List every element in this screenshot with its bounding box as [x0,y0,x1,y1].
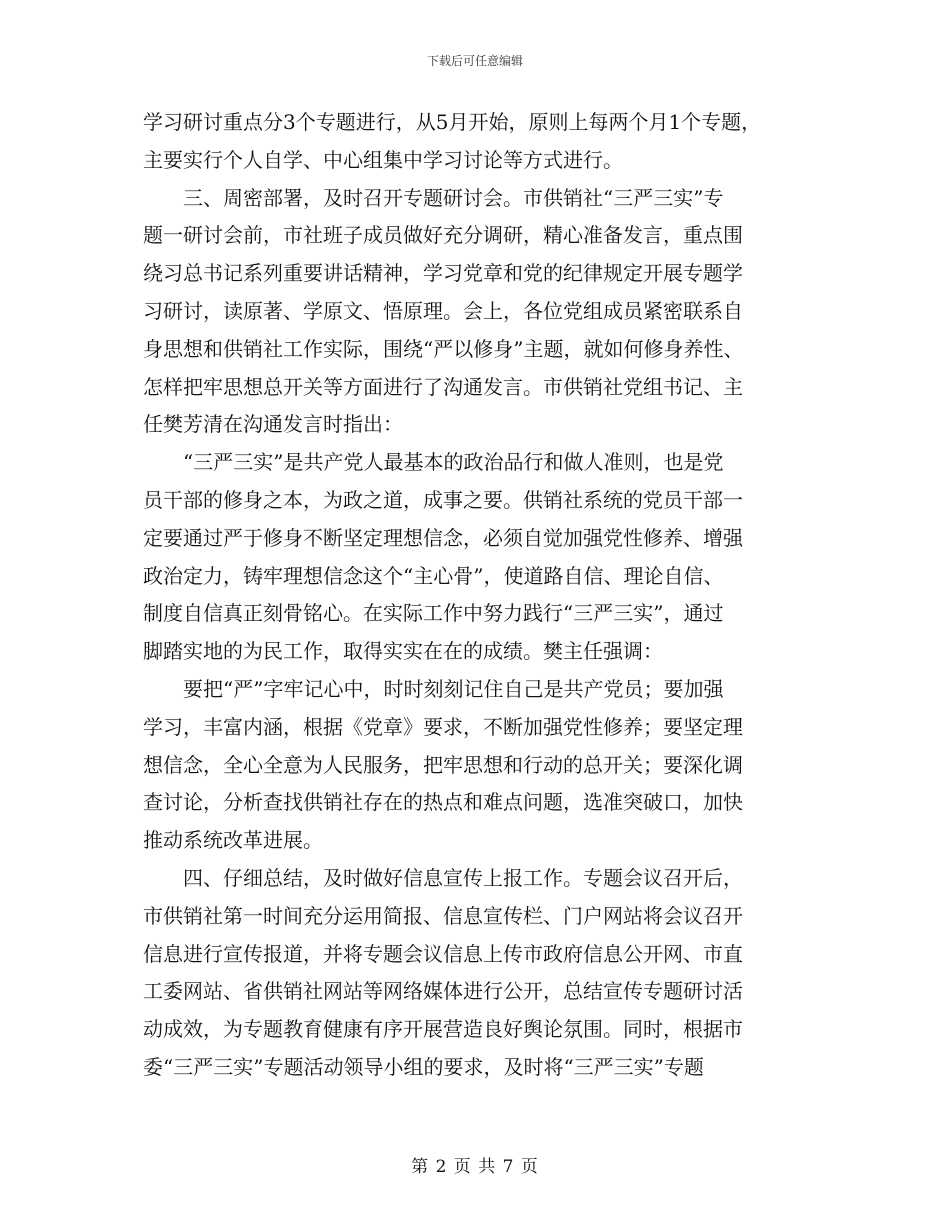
text-line: 动成效，为专题教育健康有序开展营造良好舆论氛围。同时，根据市 [143,1017,743,1042]
text-line: 定要通过严于修身不断坚定理想信念，必须自觉加强党性修养、增强 [143,525,743,550]
text-line: 三、周密部署，及时召开专题研讨会。市供销社“三严三实”专 [143,185,724,210]
text-line: “三严三实”是共产党人最基本的政治品行和做人准则，也是党 [143,450,724,475]
text-line: 绕习总书记系列重要讲话精神，学习党章和党的纪律规定开展专题学 [143,261,743,286]
page-number-footer: 第 2 页 共 7 页 [411,1157,539,1177]
text-line: 身思想和供销社工作实际，围绕“严以修身”主题，就如何修身养性、 [143,336,744,361]
text-line: 政治定力，铸牢理想信念这个“主心骨”，使道路自信、理论自信、 [143,563,724,588]
text-line: 查讨论，分析查找供销社存在的热点和难点问题，选准突破口，加快 [143,790,743,815]
text-line: 四、仔细总结，及时做好信息宣传上报工作。专题会议召开后， [143,865,743,890]
text-line: 主要实行个人自学、中心组集中学习讨论等方式进行。 [143,147,623,172]
page-header: 下载后可任意编辑 [426,54,523,68]
text-line: 委“三严三实”专题活动领导小组的要求，及时将“三严三实”专题 [143,1054,704,1079]
text-line: 推动系统改革进展。 [143,828,323,853]
text-line: 工委网站、省供销社网站等网络媒体进行公开，总结宣传专题研讨活 [143,979,743,1004]
text-line: 要把“严”字牢记心中，时时刻刻记住自己是共产党员；要加强 [143,676,724,701]
text-line: 制度自信真正刻骨铭心。在实际工作中努力践行“三严三实”，通过 [143,601,724,626]
text-line: 任樊芳清在沟通发言时指出： [143,412,403,437]
text-line: 脚踏实地的为民工作，取得实实在在的成绩。樊主任强调： [143,639,663,664]
text-line: 学习，丰富内涵，根据《党章》要求，不断加强党性修养；要坚定理 [143,714,743,739]
text-line: 题一研讨会前，市社班子成员做好充分调研，精心准备发言，重点围 [143,223,743,248]
document-body [143,104,813,1087]
text-line: 想信念，全心全意为人民服务，把牢思想和行动的总开关；要深化调 [143,752,743,777]
text-line: 信息进行宣传报道，并将专题会议信息上传市政府信息公开网、市直 [143,941,743,966]
text-line: 学习研讨重点分3个专题进行，从5月开始，原则上每两个月1个专题， [143,110,762,134]
text-line: 员干部的修身之本，为政之道，成事之要。供销社系统的党员干部一 [143,487,743,512]
text-line: 怎样把牢思想总开关等方面进行了沟通发言。市供销社党组书记、主 [143,374,743,399]
text-line: 习研讨，读原著、学原文、悟原理。会上，各位党组成员紧密联系自 [143,298,743,323]
text-line: 市供销社第一时间充分运用简报、信息宣传栏、门户网站将会议召开 [143,903,743,928]
